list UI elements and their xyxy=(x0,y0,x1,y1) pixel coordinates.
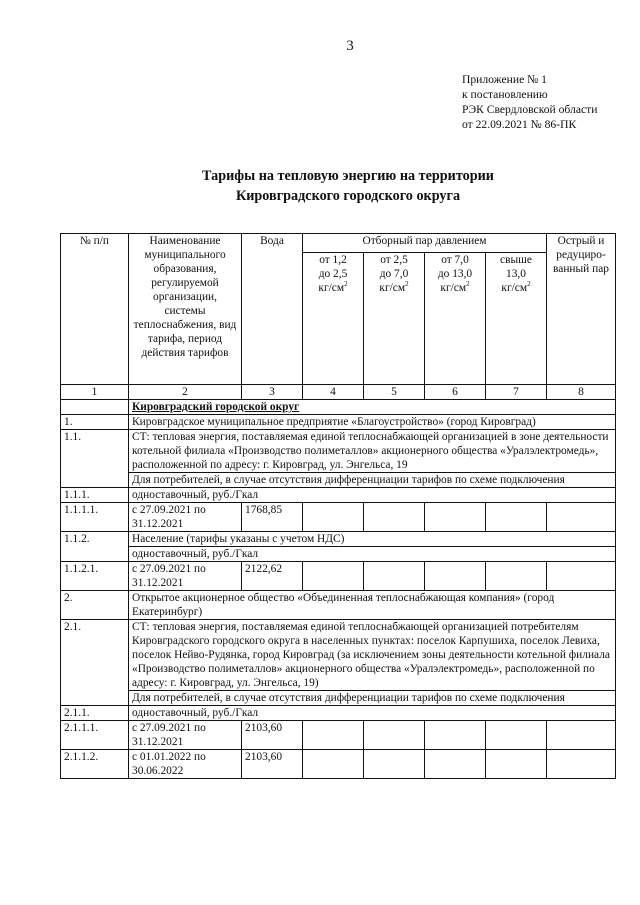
table-row xyxy=(61,691,616,706)
header-line: от 2,5 xyxy=(380,254,408,266)
header-index: № п/п xyxy=(61,234,129,385)
water-tariff: 2103,60 xyxy=(242,750,303,779)
appendix-line: Приложение № 1 xyxy=(462,73,547,86)
header-line: до 7,0 xyxy=(379,268,409,280)
table-row xyxy=(61,532,616,547)
row-index: 1.1.1.1. xyxy=(61,503,129,532)
header-unit: $кг/см^2$ xyxy=(440,280,470,294)
row-index: 1.1. xyxy=(61,430,129,488)
header-line: свыше xyxy=(500,254,532,266)
consumer-note: Для потребителей, в случае отсутствия дифференциации тарифов по схеме подключения xyxy=(129,691,616,706)
header-pressure-3 xyxy=(425,253,486,385)
row-index: 2.1.1.1. xyxy=(61,721,129,750)
row-index: 1.1.2. xyxy=(61,532,129,562)
header-unit: $кг/см^2$ xyxy=(318,280,348,294)
column-numbers-row xyxy=(61,385,616,400)
header-pressure-2 xyxy=(364,253,425,385)
table-row xyxy=(61,591,616,620)
header-unit: $кг/см^2$ xyxy=(379,280,409,294)
tariff-type: одноставочный, руб./Гкал xyxy=(129,547,616,562)
header-unit: $кг/см^2$ xyxy=(501,280,531,294)
tariff-period: с 01.01.2022 по 30.06.2022 xyxy=(129,750,242,779)
document-title xyxy=(0,166,640,206)
header-line: от 1,2 xyxy=(319,254,347,266)
tariff-type: одноставочный, руб./Гкал xyxy=(129,488,616,503)
page-number: 3 xyxy=(346,38,354,54)
consumer-group: Население (тарифы указаны с учетом НДС) xyxy=(129,532,616,547)
row-index: 2. xyxy=(61,591,129,620)
table-row xyxy=(61,721,616,750)
water-tariff: 2122,62 xyxy=(242,562,303,591)
table-row xyxy=(61,562,616,591)
appendix-line: от 22.09.2021 № 86-ПК xyxy=(462,118,577,131)
table-row xyxy=(61,488,616,503)
column-number: 3 xyxy=(242,385,303,400)
table-row xyxy=(61,750,616,779)
header-steam-group: Отборный пар давлением xyxy=(303,234,547,253)
title-line: Кировградского городского округа xyxy=(235,188,461,204)
water-tariff: 1768,85 xyxy=(242,503,303,532)
consumer-note: Для потребителей, в случае отсутствия дифференциации тарифов по схеме подключения xyxy=(129,473,616,488)
row-index: 2.1.1. xyxy=(61,706,129,721)
region-name: Кировградский городской округ xyxy=(129,400,616,415)
table-row xyxy=(61,547,616,562)
appendix-block xyxy=(462,72,597,132)
column-number: 5 xyxy=(364,385,425,400)
table-row xyxy=(61,430,616,473)
tariff-period: с 27.09.2021 по 31.12.2021 xyxy=(129,503,242,532)
title-line: Тарифы на тепловую энергию на территории xyxy=(202,168,494,184)
row-index: 1.1.2.1. xyxy=(61,562,129,591)
header-line: 13,0 xyxy=(506,268,526,280)
column-number: 8 xyxy=(547,385,616,400)
organization-name: Открытое акционерное общество «Объединенная теплоснабжающая компания» (город Екатеринбург) xyxy=(129,591,616,620)
header-name: Наименование муниципального образования, регулируемой организации, системы теплоснабжения, вид тарифа, период действия тарифов xyxy=(129,234,242,385)
table-row xyxy=(61,620,616,691)
tariff-period: с 27.09.2021 по 31.12.2021 xyxy=(129,721,242,750)
column-number: 1 xyxy=(61,385,129,400)
row-index: 1. xyxy=(61,415,129,430)
row-index: 2.1.1.2. xyxy=(61,750,129,779)
row-index: 1.1.1. xyxy=(61,488,129,503)
organization-name: Кировградское муниципальное предприятие «Благоустройство» (город Кировград) xyxy=(129,415,616,430)
tariff-type: одноставочный, руб./Гкал xyxy=(129,706,616,721)
header-line: от 7,0 xyxy=(441,254,469,266)
table-row xyxy=(61,400,616,415)
tariff-period: с 27.09.2021 по 31.12.2021 xyxy=(129,562,242,591)
table-row xyxy=(61,503,616,532)
header-sharp-steam: Острый и редуциро-ванный пар xyxy=(547,234,616,385)
table-row xyxy=(61,706,616,721)
row-index: 2.1. xyxy=(61,620,129,706)
tariff-table xyxy=(60,233,616,779)
table-row xyxy=(61,415,616,430)
header-pressure-1 xyxy=(303,253,364,385)
column-number: 7 xyxy=(486,385,547,400)
column-number: 6 xyxy=(425,385,486,400)
header-line: до 2,5 xyxy=(318,268,348,280)
header-pressure-4 xyxy=(486,253,547,385)
appendix-line: РЭК Свердловской области xyxy=(462,103,598,116)
heat-system-description: СТ: тепловая энергия, поставляемая единой теплоснабжающей организацией в зоне деятельности котельной филиала «Производство полиметаллов» акционерного общества «Уралэлектромедь», расположенной по адресу: г. Кировград, ул. Энгельса, 19 xyxy=(129,430,616,473)
column-number: 2 xyxy=(129,385,242,400)
column-number: 4 xyxy=(303,385,364,400)
table-row xyxy=(61,473,616,488)
water-tariff: 2103,60 xyxy=(242,721,303,750)
header-water: Вода xyxy=(242,234,303,385)
heat-system-description: СТ: тепловая энергия, поставляемая единой теплоснабжающей организацией потребителям Кировградского городского округа в населенных пунктах: поселок Карпушиха, поселок Левиха, поселок Нейво-Рудянка, город Кировград (за исключением зоны деятельности котельной филиала «Производство полиметаллов» акционерного общества «Уралэлектромедь», расположенной по адресу: г. Кировград, ул. Энгельса, 19) xyxy=(129,620,616,691)
header-line: до 13,0 xyxy=(437,268,473,280)
appendix-line: к постановлению xyxy=(462,88,548,101)
